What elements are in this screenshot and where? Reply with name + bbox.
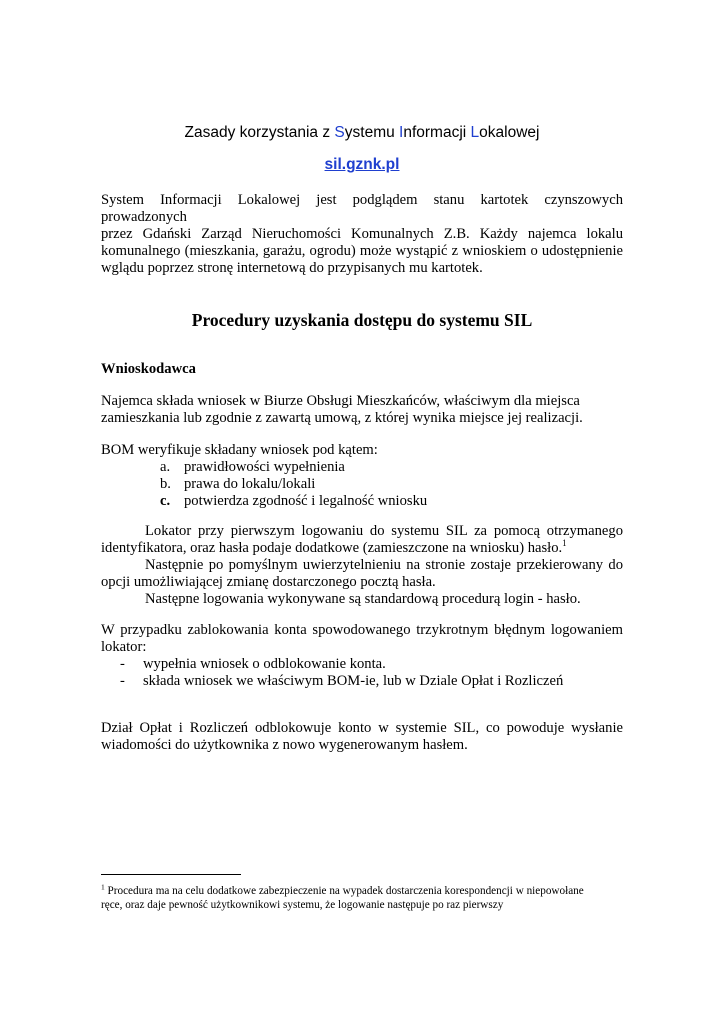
- block-paragraph: [101, 622, 623, 656]
- site-link[interactable]: sil.gznk.pl: [324, 156, 400, 173]
- bom-intro: BOM weryfikuje składany wniosek pod kątem:: [101, 442, 378, 458]
- footnote-number: 1: [101, 882, 105, 892]
- footnote-text: ręce, oraz daje pewność użytkownikowi systemu, że logowanie następuje po raz pierwszy: [101, 899, 504, 911]
- list-item-text: prawidłowości wypełnienia: [184, 459, 345, 475]
- text-line: wiadomości do użytkownika z nowo wygenerowanym hasłem.: [101, 737, 468, 753]
- title-text: nformacji: [403, 124, 471, 141]
- list-marker: c.: [160, 493, 171, 509]
- list-item-text: prawa do lokalu/lokali: [184, 476, 316, 492]
- footnote: [101, 884, 623, 912]
- list-marker: b.: [160, 476, 171, 492]
- list-item: [160, 476, 580, 493]
- unlock-paragraph: [101, 720, 623, 754]
- text-line: lokator:: [101, 639, 147, 655]
- text-line: opcji umożliwiającej zmianę dostarczonego pocztą hasła.: [101, 574, 436, 590]
- text-line: Następne logowania wykonywane są standardową procedurą login - hasło.: [145, 591, 581, 607]
- title-text: Zasady korzystania z: [184, 124, 335, 141]
- title-letter-i: I: [399, 124, 404, 141]
- subheading: Wnioskodawca: [101, 361, 196, 377]
- text-line: Lokator przy pierwszym logowaniu do systemu SIL za pomocą otrzymanego: [145, 523, 623, 539]
- text-line: Następnie po pomyślnym uwierzytelnieniu na stronie zostaje przekierowany do: [145, 557, 623, 573]
- footnote-separator: [101, 874, 241, 875]
- text-line: System Informacji Lokalowej jest podglądem stanu kartotek czynszowych prowadzonych: [101, 192, 623, 225]
- list-marker: -: [120, 673, 125, 689]
- login-paragraph: [101, 523, 623, 608]
- applicant-paragraph: [101, 393, 623, 427]
- list-item: [120, 656, 620, 673]
- title-text: okalowej: [479, 124, 540, 141]
- footnote-reference[interactable]: 1: [562, 538, 567, 549]
- block-steps-list: [120, 656, 620, 690]
- list-marker: a.: [160, 459, 171, 475]
- text-line: wglądu poprzez stronę internetową do przypisanych mu kartotek.: [101, 260, 483, 276]
- title-letter-l: L: [470, 124, 480, 141]
- text-line: W przypadku zablokowania konta spowodowanego trzykrotnym błędnym logowaniem: [101, 622, 623, 638]
- list-marker: -: [120, 656, 125, 672]
- text-line: zamieszkania lub zgodnie z zawartą umową, z której wynika miejsce jej realizacji.: [101, 410, 583, 426]
- title-letter-s: S: [334, 124, 345, 141]
- list-item-text: potwierdza zgodność i legalność wniosku: [184, 493, 428, 509]
- intro-paragraph: [101, 192, 623, 277]
- text-line: komunalnego (mieszkania, garażu, ogrodu) może wystąpić z wnioskiem o udostępnienie: [101, 243, 623, 259]
- document-title: [0, 124, 724, 142]
- list-item-text: wypełnia wniosek o odblokowanie konta.: [143, 656, 386, 672]
- list-item: [160, 459, 580, 476]
- text-line: Dział Opłat i Rozliczeń odblokowuje konto w systemie SIL, co powoduje wysłanie: [101, 720, 623, 736]
- footnote-text: Procedura ma na celu dodatkowe zabezpieczenie na wypadek dostarczenia korespondencji w niepowołane: [107, 885, 584, 897]
- list-item: [160, 493, 580, 510]
- text-line: identyfikatora, oraz hasła podaje dodatkowe (zamieszczone na wniosku) hasło.: [101, 540, 563, 556]
- text-line: Najemca składa wniosek w Biurze Obsługi Mieszkańców, właściwym dla miejsca: [101, 393, 580, 409]
- text-line: przez Gdański Zarząd Nieruchomości Komunalnych Z.B. Każdy najemca lokalu: [101, 226, 623, 242]
- list-item-text: składa wniosek we właściwym BOM-ie, lub w Dziale Opłat i Rozliczeń: [143, 673, 564, 689]
- verification-list: [160, 459, 580, 510]
- list-item: [120, 673, 620, 690]
- title-text: ystemu: [344, 124, 400, 141]
- section-heading: Procedury uzyskania dostępu do systemu SIL: [191, 310, 533, 330]
